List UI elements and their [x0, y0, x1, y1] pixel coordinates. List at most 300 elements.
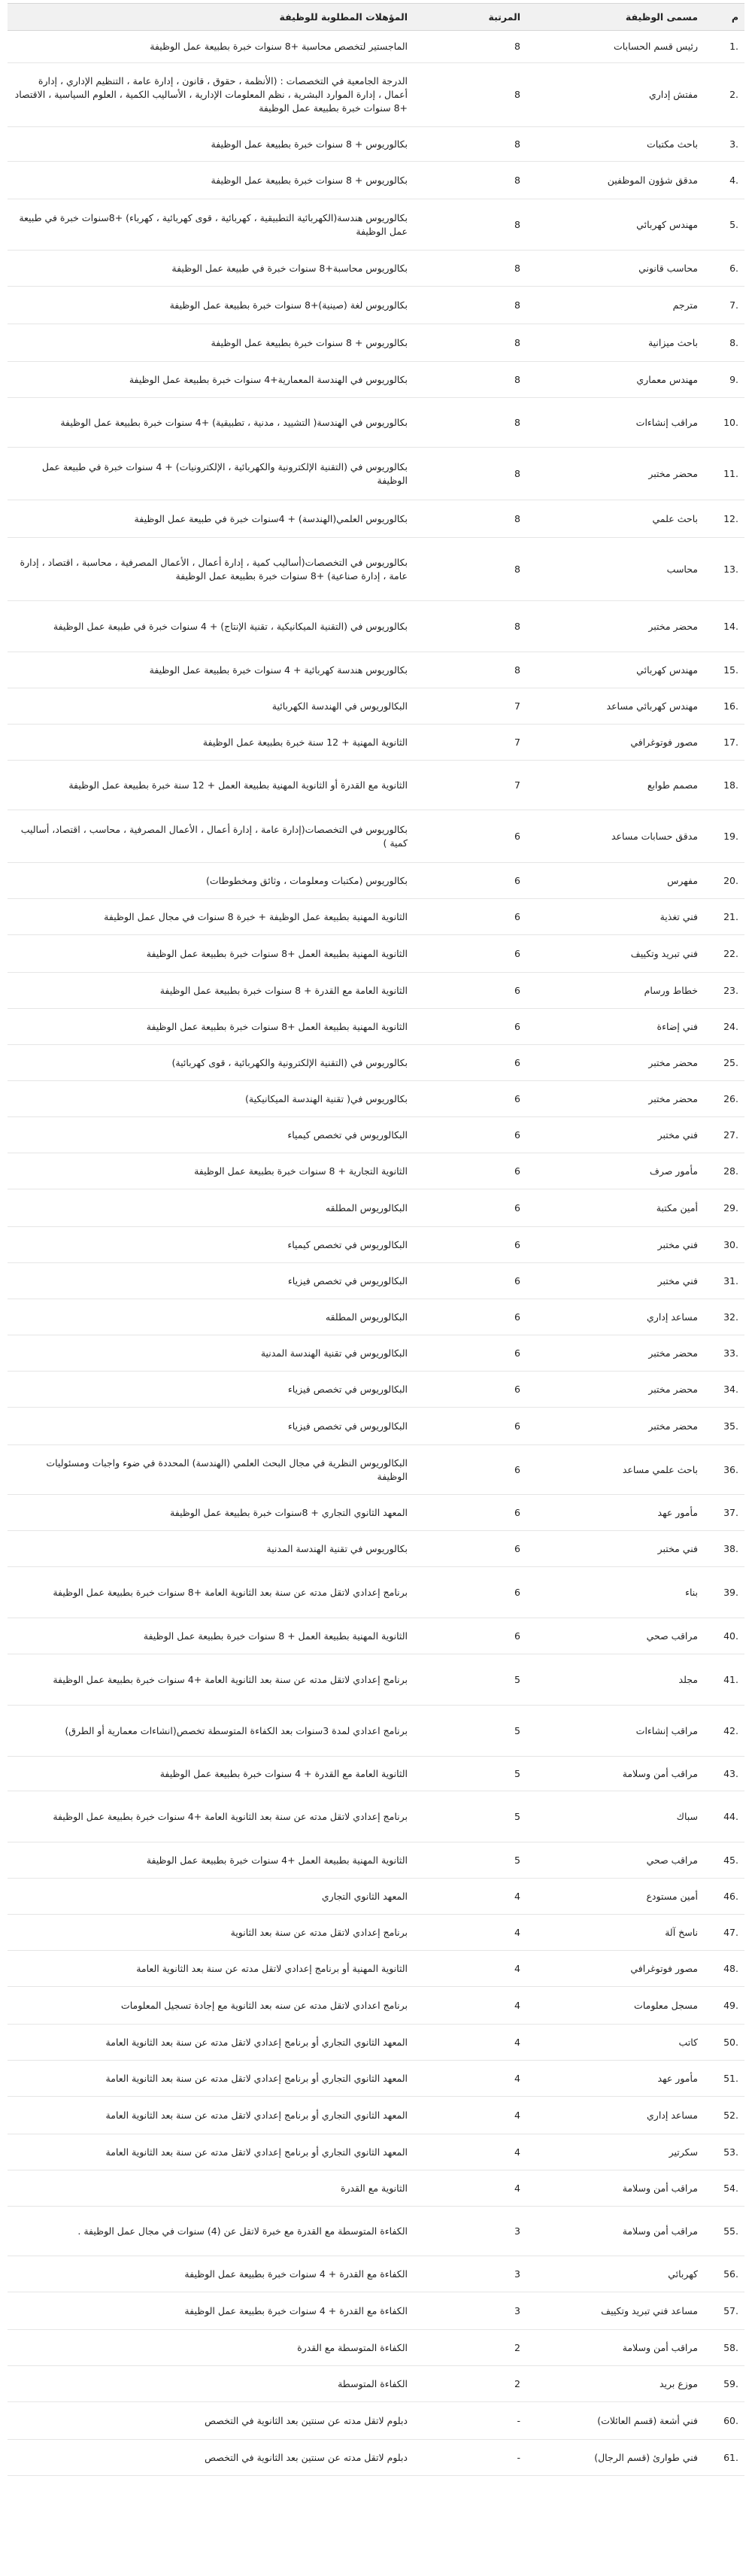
job-grade: 4 [414, 2097, 526, 2134]
job-grade: - [414, 2440, 526, 2476]
table-row [8, 127, 744, 162]
job-grade: 3 [414, 2292, 526, 2330]
header-qualifications: المؤهلات المطلوبة للوظيفة [8, 4, 414, 31]
job-grade: 8 [414, 287, 526, 324]
job-qualifications: الثانوية المهنية بطبيعة العمل + 8 سنوات خبرة بطبيعة عمل الوظيفة [8, 1618, 414, 1654]
row-number: 48. [704, 1951, 744, 1987]
job-qualifications: بكالوريوس لغة (صينية)+8 سنوات خبرة بطبيعة عمل الوظيفة [8, 287, 414, 324]
job-grade: 8 [414, 63, 526, 127]
job-title: مصور فوتوغرافي [526, 1951, 704, 1987]
row-number: 13. [704, 538, 744, 601]
table-row [8, 287, 744, 324]
table-row [8, 1299, 744, 1335]
job-grade: 4 [414, 1951, 526, 1987]
row-number: 21. [704, 899, 744, 935]
table-row [8, 2207, 744, 2256]
header-row [8, 4, 744, 31]
row-number: 59. [704, 2366, 744, 2402]
table-row [8, 1618, 744, 1654]
job-grade: 8 [414, 362, 526, 398]
table-row [8, 652, 744, 688]
job-title: محضر مختبر [526, 1045, 704, 1081]
job-grade: 2 [414, 2330, 526, 2366]
job-title: كهربائي [526, 2256, 704, 2292]
table-row [8, 1372, 744, 1408]
row-number: 45. [704, 1842, 744, 1879]
row-number: 12. [704, 500, 744, 538]
row-number: 35. [704, 1408, 744, 1445]
job-grade: 6 [414, 1299, 526, 1335]
row-number: 43. [704, 1757, 744, 1791]
table-row [8, 1335, 744, 1372]
job-qualifications: المعهد الثانوي التجاري أو برنامج إعدادي لاتقل مدته عن سنة بعد الثانوية العامة [8, 2025, 414, 2061]
table-row [8, 973, 744, 1009]
job-qualifications: الثانوية المهنية أو برنامج إعدادي لاتقل مدته عن سنة بعد الثانوية العامة [8, 1951, 414, 1987]
row-number: 31. [704, 1263, 744, 1299]
job-grade: 7 [414, 688, 526, 724]
job-grade: 8 [414, 199, 526, 251]
row-number: 37. [704, 1495, 744, 1531]
table-row [8, 1879, 744, 1915]
job-grade: 6 [414, 1009, 526, 1045]
job-qualifications: برنامج اعدادي لمدة 3سنوات بعد الكفاءة المتوسطة تخصص(انشاءات معمارية أو الطرق) [8, 1706, 414, 1757]
table-row [8, 1263, 744, 1299]
header-job-title: مسمى الوظيفة [526, 4, 704, 31]
job-title: محضر مختبر [526, 1335, 704, 1372]
table-row [8, 1495, 744, 1531]
job-title: أمين مستودع [526, 1879, 704, 1915]
job-qualifications: الكفاءة مع القدرة + 4 سنوات خبرة بطبيعة عمل الوظيفة [8, 2256, 414, 2292]
job-title: مأمور عهد [526, 1495, 704, 1531]
job-qualifications: برنامج إعدادي لاتقل مدته عن سنة بعد الثانوية العامة +8 سنوات خبرة بطبيعة عمل الوظيفة [8, 1567, 414, 1618]
table-row [8, 324, 744, 362]
job-title: فني مختبر [526, 1117, 704, 1153]
table-row [8, 688, 744, 724]
job-title: محضر مختبر [526, 448, 704, 500]
table-row [8, 1791, 744, 1842]
row-number: 19. [704, 810, 744, 863]
row-number: 41. [704, 1654, 744, 1706]
row-number: 8. [704, 324, 744, 362]
job-grade: 6 [414, 1117, 526, 1153]
job-grade: 5 [414, 1791, 526, 1842]
table-row [8, 1567, 744, 1618]
table-row [8, 810, 744, 863]
job-title: أمين مكتبة [526, 1189, 704, 1227]
row-number: 30. [704, 1227, 744, 1263]
job-qualifications: برنامج إعدادي لاتقل مدته عن سنة بعد الثانوية [8, 1915, 414, 1951]
job-grade: 6 [414, 1153, 526, 1189]
table-row [8, 1654, 744, 1706]
job-qualifications: البكالوريوس في تخصص فيزياء [8, 1263, 414, 1299]
job-qualifications: بكالوريوس العلمي(الهندسة) + 4سنوات خبرة في طبيعة عمل الوظيفة [8, 500, 414, 538]
job-title: ناسخ آلة [526, 1915, 704, 1951]
job-qualifications: المعهد الثانوي التجاري [8, 1879, 414, 1915]
job-grade: 6 [414, 1189, 526, 1227]
row-number: 14. [704, 601, 744, 652]
job-title: مفتش إداري [526, 63, 704, 127]
job-qualifications: البكالوريوس المطلقه [8, 1299, 414, 1335]
job-title: مراقب صحي [526, 1618, 704, 1654]
job-grade: 4 [414, 2061, 526, 2097]
job-qualifications: الدرجة الجامعية في التخصصات : (الأنظمة ، حقوق ، قانون ، إدارة عامة ، التنظيم الإداري ، إدارة أعمال ، إدارة الموارد البشرية ، نظم المعلومات الإدارية ، الأساليب الكمية ، العلوم السياسية ، الاقتصاد +8 سنوات خبرة بطبيعة عمل الوظيفة [8, 63, 414, 127]
row-number: 25. [704, 1045, 744, 1081]
job-qualifications: المعهد الثانوي التجاري أو برنامج إعدادي لاتقل مدته عن سنة بعد الثانوية العامة [8, 2097, 414, 2134]
row-number: 10. [704, 398, 744, 448]
job-grade: 4 [414, 2134, 526, 2170]
job-qualifications: المعهد الثانوي التجاري أو برنامج إعدادي لاتقل مدته عن سنة بعد الثانوية العامة [8, 2134, 414, 2170]
job-title: خطاط ورسام [526, 973, 704, 1009]
job-title: باحث علمي [526, 500, 704, 538]
table-row [8, 538, 744, 601]
job-qualifications: الكفاءة مع القدرة + 4 سنوات خبرة بطبيعة عمل الوظيفة [8, 2292, 414, 2330]
job-title: فني مختبر [526, 1227, 704, 1263]
row-number: 34. [704, 1372, 744, 1408]
job-qualifications: بكالوريوس في (التقنية الإلكترونية والكهربائية ، الإلكترونيات) + 4 سنوات خبرة في طبيعة عمل الوظيفة [8, 448, 414, 500]
table-row [8, 1531, 744, 1567]
job-title: مهندس كهربائي مساعد [526, 688, 704, 724]
table-row [8, 362, 744, 398]
job-qualifications: البكالوريوس في تخصص فيزياء [8, 1372, 414, 1408]
row-number: 57. [704, 2292, 744, 2330]
job-grade: 5 [414, 1842, 526, 1879]
job-title: سكرتير [526, 2134, 704, 2170]
row-number: 49. [704, 1987, 744, 2025]
table-row [8, 199, 744, 251]
job-qualifications: بكالوريوس في تقنية الهندسة المدنية [8, 1531, 414, 1567]
table-row [8, 2097, 744, 2134]
row-number: 17. [704, 724, 744, 761]
row-number: 60. [704, 2402, 744, 2440]
job-grade: 6 [414, 1408, 526, 1445]
row-number: 23. [704, 973, 744, 1009]
job-grade: 6 [414, 973, 526, 1009]
row-number: 44. [704, 1791, 744, 1842]
row-number: 28. [704, 1153, 744, 1189]
job-qualifications: المعهد الثانوي التجاري + 8سنوات خبرة بطبيعة عمل الوظيفة [8, 1495, 414, 1531]
job-title: باحث ميزانية [526, 324, 704, 362]
job-qualifications: الثانوية المهنية بطبيعة عمل الوظيفة + خبرة 8 سنوات في مجال عمل الوظيفة [8, 899, 414, 935]
job-title: مراقب أمن وسلامة [526, 2207, 704, 2256]
job-qualifications: برنامج إعدادي لاتقل مدته عن سنة بعد الثانوية العامة +4 سنوات خبرة بطبيعة عمل الوظيفة [8, 1791, 414, 1842]
table-row [8, 1842, 744, 1879]
table-row [8, 1951, 744, 1987]
table-row [8, 2440, 744, 2476]
job-title: مسجل معلومات [526, 1987, 704, 2025]
table-row [8, 761, 744, 810]
job-grade: 4 [414, 2025, 526, 2061]
job-grade: 6 [414, 1335, 526, 1372]
job-title: سباك [526, 1791, 704, 1842]
job-qualifications: بكالوريوس في التخصصات(إدارة عامة ، إدارة أعمال ، الأعمال المصرفية ، محاسب ، اقتصاد، أساليب كمية ) [8, 810, 414, 863]
job-title: مراقب أمن وسلامة [526, 2330, 704, 2366]
job-title: مأمور صرف [526, 1153, 704, 1189]
job-qualifications: بكالوريوس + 8 سنوات خبرة بطبيعة عمل الوظيفة [8, 162, 414, 199]
row-number: 47. [704, 1915, 744, 1951]
job-qualifications: الثانوية العامة مع القدرة + 4 سنوات خبرة بطبيعة عمل الوظيفة [8, 1757, 414, 1791]
job-grade: 6 [414, 899, 526, 935]
row-number: 56. [704, 2256, 744, 2292]
job-qualifications: دبلوم لاتقل مدته عن سنتين بعد الثانوية في التخصص [8, 2440, 414, 2476]
row-number: 22. [704, 935, 744, 973]
table-row [8, 31, 744, 63]
job-grade: 6 [414, 1531, 526, 1567]
job-qualifications: بكالوريوس + 8 سنوات خبرة بطبيعة عمل الوظيفة [8, 127, 414, 162]
job-grade: 6 [414, 1618, 526, 1654]
job-grade: 8 [414, 538, 526, 601]
row-number: 51. [704, 2061, 744, 2097]
table-row [8, 1009, 744, 1045]
job-grade: 4 [414, 2170, 526, 2207]
row-number: 26. [704, 1081, 744, 1117]
table-row [8, 1757, 744, 1791]
table-row [8, 162, 744, 199]
job-title: باحث علمي مساعد [526, 1445, 704, 1495]
table-row [8, 398, 744, 448]
job-qualifications: بكالوريوس في التخصصات(أساليب كمية ، إدارة أعمال ، الأعمال المصرفية ، محاسبة ، اقتصاد ، إدارة عامة ، إدارة صناعية) +8 سنوات خبرة بطبيعة عمل الوظيفة [8, 538, 414, 601]
table-row [8, 448, 744, 500]
table-row [8, 1408, 744, 1445]
row-number: 27. [704, 1117, 744, 1153]
job-title: مساعد إداري [526, 2097, 704, 2134]
row-number: 46. [704, 1879, 744, 1915]
table-body [8, 31, 744, 2476]
table-row [8, 863, 744, 899]
job-title: محاسب قانوني [526, 251, 704, 287]
row-number: 40. [704, 1618, 744, 1654]
job-grade: 6 [414, 1081, 526, 1117]
job-title: مساعد إداري [526, 1299, 704, 1335]
job-title: فني إضاءة [526, 1009, 704, 1045]
job-title: موزع بريد [526, 2366, 704, 2402]
row-number: 3. [704, 127, 744, 162]
job-title: فني تغذية [526, 899, 704, 935]
row-number: 61. [704, 2440, 744, 2476]
job-title: مدقق شؤون الموظفين [526, 162, 704, 199]
job-grade: 8 [414, 398, 526, 448]
job-grade: 8 [414, 652, 526, 688]
job-qualifications: البكالوريوس في تقنية الهندسة المدنية [8, 1335, 414, 1372]
job-qualifications: بكالوريوس في (التقنية الميكانيكية ، تقنية الإنتاج) + 4 سنوات خبرة في طبيعة عمل الوظيفة [8, 601, 414, 652]
job-qualifications: المعهد الثانوي التجاري أو برنامج إعدادي لاتقل مدته عن سنة بعد الثانوية العامة [8, 2061, 414, 2097]
table-row [8, 500, 744, 538]
job-title: مترجم [526, 287, 704, 324]
job-grade: 6 [414, 1445, 526, 1495]
row-number: 29. [704, 1189, 744, 1227]
job-qualifications: الكفاءة المتوسطة [8, 2366, 414, 2402]
table-row [8, 935, 744, 973]
table-row [8, 1445, 744, 1495]
job-qualifications: برنامج اعدادي لاتقل مدته عن سنه بعد الثانوية مع إجادة تسجيل المعلومات [8, 1987, 414, 2025]
job-grade: 8 [414, 601, 526, 652]
job-qualifications: الثانوية المهنية بطبيعة العمل +8 سنوات خبرة بطبيعة عمل الوظيفة [8, 1009, 414, 1045]
job-title: فني طوارئ (قسم الرجال) [526, 2440, 704, 2476]
row-number: 53. [704, 2134, 744, 2170]
row-number: 2. [704, 63, 744, 127]
row-number: 55. [704, 2207, 744, 2256]
job-title: محضر مختبر [526, 1372, 704, 1408]
job-qualifications: الثانوية المهنية + 12 سنة خبرة بطبيعة عمل الوظيفة [8, 724, 414, 761]
job-title: مصور فوتوغرافي [526, 724, 704, 761]
job-grade: 6 [414, 1567, 526, 1618]
table-row [8, 2402, 744, 2440]
table-row [8, 63, 744, 127]
job-qualifications: الثانوية مع القدرة [8, 2170, 414, 2207]
job-title: مهندس معماري [526, 362, 704, 398]
job-grade: - [414, 2402, 526, 2440]
job-qualifications: بكالوريوس محاسبة+8 سنوات خبرة في طبيعة عمل الوظيفة [8, 251, 414, 287]
job-title: مصمم طوابع [526, 761, 704, 810]
row-number: 33. [704, 1335, 744, 1372]
job-title: مدقق حسابات مساعد [526, 810, 704, 863]
job-qualifications: البكالوريوس في تخصص كيمياء [8, 1227, 414, 1263]
job-title: مأمور عهد [526, 2061, 704, 2097]
row-number: 58. [704, 2330, 744, 2366]
job-grade: 6 [414, 810, 526, 863]
job-title: مهندس كهربائي [526, 199, 704, 251]
job-grade: 8 [414, 251, 526, 287]
row-number: 18. [704, 761, 744, 810]
job-grade: 5 [414, 1654, 526, 1706]
row-number: 11. [704, 448, 744, 500]
job-grade: 4 [414, 1879, 526, 1915]
table-row [8, 1987, 744, 2025]
table-row [8, 1045, 744, 1081]
row-number: 9. [704, 362, 744, 398]
row-number: 4. [704, 162, 744, 199]
job-grade: 8 [414, 500, 526, 538]
job-title: فني أشعة (قسم العائلات) [526, 2402, 704, 2440]
table-row [8, 2061, 744, 2097]
row-number: 36. [704, 1445, 744, 1495]
job-title: فني مختبر [526, 1263, 704, 1299]
job-title: مفهرس [526, 863, 704, 899]
table-header [8, 4, 744, 31]
row-number: 32. [704, 1299, 744, 1335]
job-title: مراقب أمن وسلامة [526, 2170, 704, 2207]
row-number: 24. [704, 1009, 744, 1045]
job-title: مساعد فني تبريد وتكييف [526, 2292, 704, 2330]
row-number: 42. [704, 1706, 744, 1757]
job-title: فني مختبر [526, 1531, 704, 1567]
row-number: 15. [704, 652, 744, 688]
row-number: 50. [704, 2025, 744, 2061]
job-qualifications: الثانوية مع القدرة أو الثانوية المهنية بطبيعة العمل + 12 سنة خبرة بطبيعة عمل الوظيفة [8, 761, 414, 810]
job-grade: 2 [414, 2366, 526, 2402]
table-row [8, 724, 744, 761]
job-title: مراقب أمن وسلامة [526, 1757, 704, 1791]
job-grade: 5 [414, 1757, 526, 1791]
row-number: 16. [704, 688, 744, 724]
job-grade: 6 [414, 1045, 526, 1081]
job-grade: 8 [414, 31, 526, 63]
row-number: 5. [704, 199, 744, 251]
job-grade: 6 [414, 1227, 526, 1263]
table-row [8, 899, 744, 935]
job-qualifications: البكالوريوس المطلقه [8, 1189, 414, 1227]
table-row [8, 251, 744, 287]
row-number: 54. [704, 2170, 744, 2207]
job-title: باحث مكتبات [526, 127, 704, 162]
job-grade: 7 [414, 761, 526, 810]
table-row [8, 1227, 744, 1263]
table-row [8, 2025, 744, 2061]
job-title: كاتب [526, 2025, 704, 2061]
job-qualifications: بكالوريوس في( تقنية الهندسة الميكانيكية) [8, 1081, 414, 1117]
job-title: محضر مختبر [526, 1408, 704, 1445]
job-title: مراقب صحي [526, 1842, 704, 1879]
job-qualifications: الثانوية المهنية بطبيعة العمل +4 سنوات خبرة بطبيعة عمل الوظيفة [8, 1842, 414, 1879]
job-qualifications: بكالوريوس في الهندسة( التشييد ، مدنية ، تطبيقية) +4 سنوات خبرة بطبيعة عمل الوظيفة [8, 398, 414, 448]
job-qualifications: الثانوية العامة مع القدرة + 8 سنوات خبرة بطبيعة عمل الوظيفة [8, 973, 414, 1009]
job-grade: 5 [414, 1706, 526, 1757]
job-qualifications: بكالوريوس + 8 سنوات خبرة بطبيعة عمل الوظيفة [8, 324, 414, 362]
job-grade: 6 [414, 1372, 526, 1408]
job-qualifications: البكالوريوس في الهندسة الكهربائية [8, 688, 414, 724]
job-grade: 6 [414, 863, 526, 899]
job-title: محاسب [526, 538, 704, 601]
job-qualifications: الثانوية المهنية بطبيعة العمل +8 سنوات خبرة بطبيعة عمل الوظيفة [8, 935, 414, 973]
job-grade: 8 [414, 324, 526, 362]
job-qualifications: بكالوريوس في الهندسة المعمارية+4 سنوات خبرة بطبيعة عمل الوظيفة [8, 362, 414, 398]
header-grade: المرتبة [414, 4, 526, 31]
job-qualifications: البكالوريوس في تخصص كيمياء [8, 1117, 414, 1153]
job-grade: 8 [414, 448, 526, 500]
job-title: مجلد [526, 1654, 704, 1706]
job-grade: 3 [414, 2207, 526, 2256]
job-qualifications: البكالوريوس في تخصص فيزياء [8, 1408, 414, 1445]
job-title: مهندس كهربائي [526, 652, 704, 688]
table-row [8, 2170, 744, 2207]
job-qualifications: بكالوريوس في (التقنية الإلكترونية والكهربائية ، قوى كهربائية) [8, 1045, 414, 1081]
table-row [8, 2366, 744, 2402]
job-grade: 3 [414, 2256, 526, 2292]
table-row [8, 1081, 744, 1117]
job-grade: 8 [414, 127, 526, 162]
job-qualifications: الكفاءة المتوسطة مع القدرة [8, 2330, 414, 2366]
job-qualifications: البكالوريوس النظرية في مجال البحث العلمي (الهندسة) المحددة في ضوء واجبات ومسئوليات الوظيفة [8, 1445, 414, 1495]
row-number: 52. [704, 2097, 744, 2134]
job-title: مراقب إنشاءات [526, 398, 704, 448]
job-qualifications: بكالوريوس هندسة(الكهربائية التطبيقية ، كهربائية ، قوى كهربائية ، كهرباء) +8سنوات خبرة في طبيعة عمل الوظيفة [8, 199, 414, 251]
table-row [8, 1189, 744, 1227]
row-number: 39. [704, 1567, 744, 1618]
job-qualifications: الكفاءة المتوسطة مع القدرة مع خبرة لاتقل عن (4) سنوات في مجال عمل الوظيفة . [8, 2207, 414, 2256]
row-number: 38. [704, 1531, 744, 1567]
table-row [8, 2134, 744, 2170]
row-number: 7. [704, 287, 744, 324]
job-title: مراقب إنشاءات [526, 1706, 704, 1757]
job-grade: 4 [414, 1915, 526, 1951]
job-qualifications: الثانوية التجارية + 8 سنوات خبرة بطبيعة عمل الوظيفة [8, 1153, 414, 1189]
row-number: 6. [704, 251, 744, 287]
job-grade: 8 [414, 162, 526, 199]
job-qualifications: برنامج إعدادي لاتقل مدته عن سنة بعد الثانوية العامة +4 سنوات خبرة بطبيعة عمل الوظيفة [8, 1654, 414, 1706]
job-grade: 6 [414, 935, 526, 973]
job-grade: 4 [414, 1987, 526, 2025]
table-row [8, 1153, 744, 1189]
row-number: 1. [704, 31, 744, 63]
table-row [8, 2292, 744, 2330]
job-title: رئيس قسم الحسابات [526, 31, 704, 63]
job-title: محضر مختبر [526, 1081, 704, 1117]
table-row [8, 601, 744, 652]
table-row [8, 2330, 744, 2366]
job-title: فني تبريد وتكييف [526, 935, 704, 973]
job-title: محضر مختبر [526, 601, 704, 652]
job-qualifications: بكالوريوس هندسة كهربائية + 4 سنوات خبرة بطبيعة عمل الوظيفة [8, 652, 414, 688]
job-grade: 6 [414, 1495, 526, 1531]
